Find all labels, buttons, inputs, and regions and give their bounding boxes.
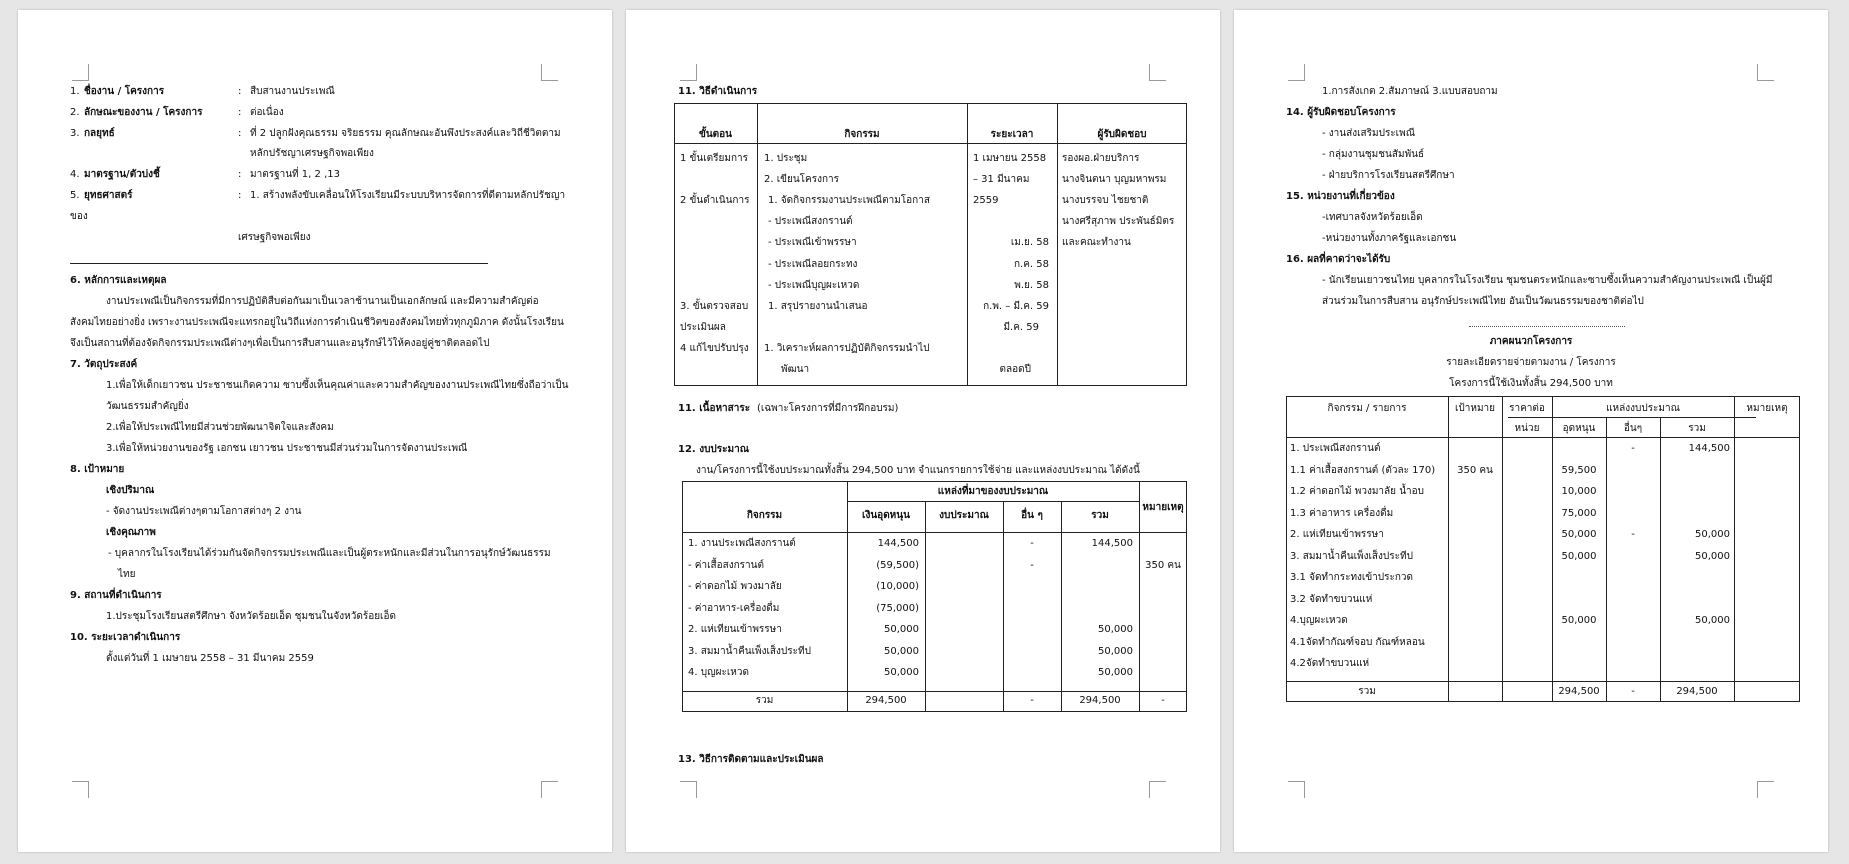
column-header: อื่น ๆ [1021, 510, 1043, 521]
paragraph-line: ส่วนร่วมในการสืบสาน อนุรักษ์ประเพณีไทย อันเป็นวัฒนธรรมของชาติต่อไป [1322, 296, 1644, 307]
step-cell: 2 ขั้นดำเนินการ [680, 195, 750, 206]
table-rule [1286, 437, 1800, 438]
table-cell: 50,000 [884, 667, 919, 678]
table-row-label: - ค่าเสื้อสงกรานต์ [688, 559, 764, 571]
column-header: หมายเหตุ [1746, 403, 1788, 414]
column-header: ราคาต่อ [1509, 403, 1545, 414]
section-heading: 12. งบประมาณ [678, 444, 750, 455]
table-rule [1606, 417, 1607, 702]
appendix-subtitle: โครงการนี้ใช้เงินทั้งสิ้น 294,500 บาท [1449, 378, 1613, 389]
activity-cell: - ประเพณีบุญผะเหวด [768, 280, 860, 291]
step-cell: 4 แก้ไขปรับปรุง [680, 343, 749, 354]
step-cell: ประเมินผล [680, 322, 726, 333]
table-rule [1286, 681, 1800, 682]
period-cell: ก.ค. 58 [1013, 259, 1049, 270]
period-cell: – 31 มีนาคม [973, 174, 1030, 185]
crop-mark [680, 64, 697, 81]
table-rule [1734, 396, 1735, 702]
table-cell: 350 คน [1145, 559, 1181, 571]
paragraph-line: 3.เพื่อให้หน่วยงานของรัฐ เอกชน เยาวชน ประชาชนมีส่วนร่วมในการจัดงานประเพณี [106, 443, 468, 454]
crop-mark [1288, 64, 1305, 81]
table-row-label: 4.1จัดทำกัณฑ์จอบ กัณฑ์หลอน [1290, 636, 1425, 648]
table-cell: (59,500) [876, 559, 919, 571]
owner-cell: และคณะทำงาน [1062, 237, 1131, 248]
item-label: กลยุทธ์ [84, 128, 115, 139]
section-heading: 10. ระยะเวลาดำเนินการ [70, 632, 181, 643]
period-cell: ก.พ. – มี.ค. 59 [983, 301, 1049, 312]
activity-cell: 1. ประชุม [764, 153, 808, 164]
table-row-label: 4. บุญผะเหวด [688, 667, 749, 678]
table-rule [1003, 501, 1004, 712]
column-header: กิจกรรม [746, 510, 783, 521]
period-cell: 1 เมษายน 2558 [973, 153, 1047, 164]
table-row-label: - ค่าอาหาร-เครื่องดื่ม [688, 602, 780, 614]
table-cell: - [1631, 443, 1635, 454]
crop-mark [680, 781, 697, 798]
table-cell: - [1030, 538, 1034, 549]
column-header: แหล่งที่มาของงบประมาณ [937, 486, 1049, 497]
paragraph-line: วัฒนธรรมสำคัญยิ่ง [106, 401, 189, 412]
item-colon: : [238, 169, 242, 180]
period-cell: เม.ย. 58 [1010, 237, 1049, 248]
section-heading: 8. เป้าหมาย [70, 464, 125, 475]
table-cell: 50,000 [1561, 615, 1597, 626]
table-cell: 350 คน [1457, 464, 1493, 476]
table-row-label: 3. สมมาน้ำคืนเพ็งเส็งประทีป [1290, 550, 1413, 562]
crop-mark [1757, 781, 1774, 798]
table-cell: 50,000 [1561, 550, 1597, 562]
table-cell: 59,500 [1561, 464, 1597, 476]
crop-mark [72, 64, 89, 81]
table-rule [682, 691, 1187, 692]
table-rule [674, 143, 1187, 144]
total-label: รวม [1358, 686, 1376, 697]
paragraph-line: งานประเพณีเป็นกิจกรรมที่มีการปฏิบัติสืบต่อกันมาเป็นเวลาช้านานเป็นเอกลักษณ์ และมีความสำคัญต่อ [106, 296, 539, 307]
table-cell: 50,000 [1561, 529, 1597, 540]
column-header: อุดหนุน [1562, 423, 1596, 434]
paragraph-line: ไทย [118, 569, 136, 580]
paragraph-line: - นักเรียนเยาวชนไทย บุคลากรในโรงเรียน ชุมชนตระหนักและซาบซึ้งเห็นความสำคัญงานประเพณี เป็นผู้มี [1322, 275, 1773, 286]
document-page-2 [626, 10, 1220, 852]
crop-mark [72, 781, 89, 798]
owner-cell: นางจินตนา บุญมหาพรม [1062, 174, 1167, 185]
table-row-label: 1. ประเพณีสงกรานต์ [1290, 443, 1381, 454]
item-value: สืบสานงานประเพณี [250, 86, 335, 97]
item-value: มาตรฐานที่ 1, 2 ,13 [250, 169, 340, 180]
item-label: ยุทธศาสตร์ [84, 190, 133, 201]
paragraph-line: 1.ประชุมโรงเรียนสตรีศึกษา จังหวัดร้อยเอ็ด ชุมชนในจังหวัดร้อยเอ็ด [106, 611, 396, 622]
table-rule [682, 532, 1187, 533]
column-header: อื่นๆ [1623, 423, 1643, 434]
crop-mark [1757, 64, 1774, 81]
activity-cell: 1. สรุปรายงานนำเสนอ [768, 301, 868, 312]
period-cell: พ.ย. 58 [1014, 280, 1049, 291]
section-heading: 9. สถานที่ดำเนินการ [70, 590, 162, 601]
crop-mark [1288, 781, 1305, 798]
table-rule [1061, 501, 1062, 712]
document-page-3 [1234, 10, 1828, 852]
table-row-label: 3.1 จัดทำกระทงเข้าประกวด [1290, 572, 1414, 583]
table-rule [847, 501, 1139, 502]
table-cell: 50,000 [1695, 529, 1730, 540]
activity-cell: 1. จัดกิจกรรมงานประเพณีตามโอกาส [768, 195, 930, 206]
column-header: รวม [1091, 510, 1109, 521]
item-value: ที่ 2 ปลูกฝังคุณธรรม จริยธรรม คุณลักษณะอันพึงประสงค์และวิถีชีวิตตาม [250, 128, 561, 139]
table-cell: 144,500 [1091, 538, 1133, 549]
table-cell: 10,000 [1561, 486, 1597, 497]
list-item: -หน่วยงานทั้งภาครัฐและเอกชน [1322, 233, 1457, 244]
table-cell: 144,500 [1688, 443, 1730, 454]
item-label: มาตรฐาน/ตัวบ่งชี้ [84, 169, 160, 180]
column-header: กิจกรรม / รายการ [1327, 403, 1407, 414]
list-item: -เทศบาลจังหวัดร้อยเอ็ด [1322, 212, 1423, 223]
divider-line [70, 263, 488, 264]
column-header: ขั้นตอน [698, 129, 732, 140]
section-heading: 13. วิธีการติดตามและประเมินผล [678, 754, 824, 765]
table-row-label: 4.2จัดทำขบวนแห่ [1290, 658, 1370, 669]
activity-cell: - ประเพณีเข้าพรรษา [768, 237, 857, 248]
table-rule [757, 103, 758, 386]
paragraph-line: สังคมไทยอย่างยิ่ง เพราะงานประเพณีจะแทรกอยู่ในวิถีแห่งการดำเนินชีวิตของสังคมไทยทั่วทุกภูมิภาค ดังนั้นโรงเรียน [70, 317, 564, 328]
step-cell: 1 ขั้นเตรียมการ [680, 153, 748, 164]
column-header: แหล่งงบประมาณ [1606, 403, 1680, 414]
appendix-title: ภาคผนวกโครงการ [1489, 336, 1573, 347]
activity-cell: - ประเพณีสงกรานต์ [768, 216, 853, 227]
table-row-label: - ค่าดอกไม้ พวงมาลัย [688, 581, 782, 592]
list-item: - กลุ่มงานชุมชนสัมพันธ์ [1322, 149, 1425, 160]
item-colon: : [238, 107, 242, 118]
paragraph-line: 1.การสังเกต 2.สัมภาษณ์ 3.แบบสอบถาม [1322, 86, 1498, 97]
total-value: 294,500 [1079, 695, 1121, 706]
item-value-cont: หลักปรัชญาเศรษฐกิจพอเพียง [250, 148, 374, 159]
item-colon: : [238, 128, 242, 139]
table-cell: - [1631, 529, 1635, 540]
column-header: รวม [1688, 423, 1706, 434]
section-heading: 15. หน่วยงานที่เกี่ยวข้อง [1286, 191, 1395, 202]
table-cell: 50,000 [884, 645, 919, 657]
item-label: ลักษณะของงาน / โครงการ [84, 107, 203, 118]
table-cell: 50,000 [1695, 615, 1730, 626]
section-heading: 6. หลักการและเหตุผล [70, 275, 167, 286]
table-row-label: 3.2 จัดทำขบวนแห่ [1290, 593, 1373, 605]
owner-cell: รองผอ.ฝ่ายบริการ [1062, 153, 1140, 164]
paragraph-line: - บุคลากรในโรงเรียนได้ร่วมกันจัดกิจกรรมประเพณีและเป็นผู้ตระหนักและมีส่วนในการอนุรักษ์วัฒนธรรม [108, 548, 551, 559]
section-heading: 7. วัตถุประสงค์ [70, 359, 138, 370]
total-value: 294,500 [865, 695, 907, 706]
activity-cell: 2. เขียนโครงการ [764, 174, 840, 185]
column-header: งบประมาณ [939, 510, 989, 521]
table-rule [1139, 481, 1140, 712]
item-value: ต่อเนื่อง [250, 107, 284, 118]
table-rule [1057, 103, 1058, 386]
total-value: 294,500 [1558, 686, 1600, 697]
column-header: หน่วย [1514, 423, 1540, 434]
section-heading: 16. ผลที่คาดว่าจะได้รับ [1286, 254, 1391, 265]
item-colon: : [238, 86, 242, 97]
table-cell: - [1030, 559, 1034, 571]
table-cell: (75,000) [876, 602, 919, 614]
total-value: - [1631, 686, 1635, 697]
period-cell: มี.ค. 59 [1003, 322, 1039, 333]
table-cell: 144,500 [877, 538, 919, 549]
table-cell: 50,000 [1695, 550, 1730, 562]
table-row-label: 4.บุญผะเหวด [1290, 615, 1348, 626]
item-number: 2. [70, 107, 80, 118]
table-row-label: 3. สมมาน้ำคืนเพ็งเส็งประทีป [688, 645, 811, 657]
item-colon: : [238, 190, 242, 201]
total-value: 294,500 [1676, 686, 1718, 697]
table-rule [1448, 396, 1449, 702]
table-cell: 50,000 [1098, 667, 1133, 678]
table-rule [925, 501, 926, 712]
table-row-label: 2. แห่เทียนเข้าพรรษา [688, 624, 782, 635]
column-header: กิจกรรม [844, 129, 880, 140]
item-number: 1. [70, 86, 80, 97]
list-item: - ฝ่ายบริการโรงเรียนสตรีศึกษา [1322, 170, 1455, 181]
table-cell: 50,000 [1098, 624, 1133, 635]
activity-cell: 1. วิเคราะห์ผลการปฏิบัติกิจกรรมนำไป [764, 343, 930, 354]
document-page-1 [18, 10, 612, 852]
item-number: 5. [70, 190, 80, 201]
step-cell: 3. ขั้นตรวจสอบ [680, 301, 749, 312]
table-rule [1502, 396, 1503, 702]
activity-cell: พัฒนา [781, 364, 810, 375]
paragraph-line: 1.เพื่อให้เด็กเยาวชน ประชาชนเกิดความ ซาบซึ้งเห็นคุณค่าและความสำคัญของงานประเพณีไทยซึ่งถือว่าเป็น [106, 380, 569, 391]
list-item: - งานส่งเสริมประเพณี [1322, 128, 1415, 139]
appendix-subtitle: รายละเอียดรายจ่ายตามงาน / โครงการ [1446, 357, 1616, 368]
column-header: ระยะเวลา [990, 129, 1034, 140]
total-label: รวม [755, 695, 774, 706]
table-row-label: 1.1 ค่าเสื้อสงกรานต์ (ตัวละ 170) [1290, 464, 1436, 476]
paragraph-line: - จัดงานประเพณีต่างๆตามโอกาสต่างๆ 2 งาน [106, 506, 302, 517]
item-label: ชื่องาน / โครงการ [84, 86, 165, 97]
crop-mark [1149, 781, 1166, 798]
section-heading: 11. เนื้อหาสาระ [678, 403, 751, 414]
total-value: - [1161, 695, 1165, 706]
sub-heading: เชิงคุณภาพ [106, 527, 156, 538]
table-cell: (10,000) [876, 581, 919, 592]
table-cell: 75,000 [1561, 507, 1597, 519]
table-row-label: 1.2 ค่าดอกไม้ พวงมาลัย น้ำอบ [1290, 486, 1425, 497]
owner-cell: นางบรรจบ ไชยชาติ [1062, 195, 1149, 206]
section-note: (เฉพาะโครงการที่มีการฝึกอบรม) [757, 403, 899, 414]
paragraph-line: งาน/โครงการนี้ใช้งบประมาณทั้งสิ้น 294,500 บาท จำแนกรายการใช้จ่าย และแหล่งงบประมาณ ได้ดังนี้ [696, 465, 1140, 476]
column-header: ผู้รับผิดชอบ [1097, 129, 1147, 140]
column-header: เป้าหมาย [1454, 403, 1496, 414]
column-header: หมายเหตุ [1142, 502, 1184, 513]
table-rule [1508, 417, 1756, 418]
dotted-separator [1469, 326, 1625, 327]
item-number: 4. [70, 169, 80, 180]
item-value-cont: ของ [70, 211, 88, 222]
total-value: - [1030, 695, 1034, 706]
crop-mark [541, 64, 558, 81]
owner-cell: นางศรีสุภาพ ประพันธ์มิตร [1062, 216, 1175, 227]
period-cell: 2559 [973, 195, 999, 206]
section-heading: 14. ผู้รับผิดชอบโครงการ [1286, 107, 1396, 118]
paragraph-line: จึงเป็นสถานที่ต้องจัดกิจกรรมประเพณีต่างๆเพื่อเป็นการสืบสานและอนุรักษ์ไว้ให้คงอยู่คู่ชาติตลอดไป [70, 338, 490, 349]
paragraph-line: ตั้งแต่วันที่ 1 เมษายน 2558 – 31 มีนาคม 2559 [106, 653, 314, 664]
column-header: เงินอุดหนุน [862, 510, 910, 521]
item-number: 3. [70, 128, 80, 139]
table-row-label: 1. งานประเพณีสงกรานต์ [688, 538, 796, 549]
table-row-label: 1.3 ค่าอาหาร เครื่องดื่ม [1290, 507, 1394, 519]
crop-mark [541, 781, 558, 798]
sub-heading: เชิงปริมาณ [106, 485, 155, 496]
item-value: 1. สร้างพลังขับเคลื่อนให้โรงเรียนมีระบบบริหารจัดการที่ดีตามหลักปรัชญา [250, 190, 566, 201]
activity-cell: - ประเพณีลอยกระทง [768, 259, 858, 270]
section-heading: 11. วิธีดำเนินการ [678, 86, 758, 97]
crop-mark [1149, 64, 1166, 81]
table-row-label: 2. แห่เทียนเข้าพรรษา [1290, 529, 1384, 540]
table-cell: 50,000 [1098, 645, 1133, 657]
table-cell: 50,000 [884, 624, 919, 635]
item-value-cont: เศรษฐกิจพอเพียง [238, 232, 311, 243]
period-cell: ตลอดปี [999, 364, 1031, 375]
paragraph-line: 2.เพื่อให้ประเพณีไทยมีส่วนช่วยพัฒนาจิตใจและสังคม [106, 422, 334, 433]
